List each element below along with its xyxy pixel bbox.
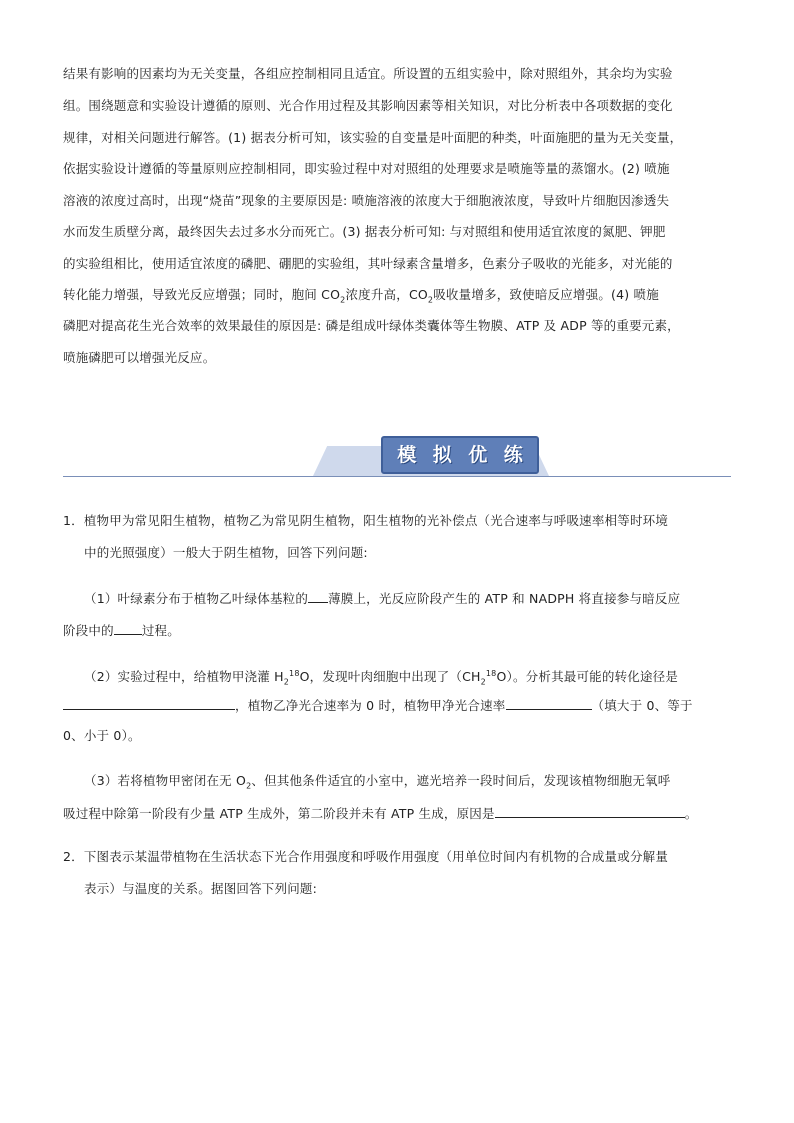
analysis-line: 规律，对相关问题进行解答。(1) 据表分析可知，该实验的自变量是叶面肥的种类，叶面施肥的量为无关变量，: [63, 130, 683, 145]
text-span: ，植物乙净光合速率为 0 时，植物甲净光合速率: [235, 698, 506, 713]
sub-question-2-cont: [63, 697, 693, 714]
text-span: 吸过程中除第一阶段有少量 ATP 生成外，第二阶段并未有 ATP 生成，原因是: [63, 806, 495, 821]
banner-char: 练: [503, 444, 523, 466]
banner-title-box: [381, 436, 539, 474]
sub-question-2: [84, 666, 678, 691]
subscript: 2: [283, 677, 290, 687]
answer-blank[interactable]: [63, 697, 235, 710]
question-stem: [63, 513, 668, 529]
banner-char: 模: [397, 444, 417, 466]
text-span: 转化能力增强，导致光反应增强；同时，胞间 CO: [63, 287, 341, 302]
analysis-line: 磷肥对提高花生光合效率的效果最佳的原因是: 磷是组成叶绿体类囊体等生物膜、ATP 及 ADP 等的重要元素，: [63, 318, 680, 333]
text-span: 浓度升高，CO: [345, 287, 428, 302]
analysis-line: 组。围绕题意和实验设计遵循的原则、光合作用过程及其影响因素等相关知识，对比分析表中各项数据的变化: [63, 98, 673, 113]
text-span: （3）若将植物甲密闭在无 O: [84, 773, 247, 788]
analysis-line: 溶液的浓度过高时，出现“烧苗”现象的主要原因是: 喷施溶液的浓度大于细胞液浓度，导致叶片细胞因渗透失: [63, 193, 670, 208]
subscript: 2: [340, 295, 346, 305]
question-stem: 表示）与温度的关系。据图回答下列问题:: [84, 881, 318, 896]
analysis-line: 喷施磷肥可以增强光反应。: [63, 350, 216, 365]
answer-blank[interactable]: [506, 697, 592, 710]
superscript: 18: [485, 669, 497, 678]
analysis-line: 水而发生质壁分离，最终因失去过多水分而死亡。(3) 据表分析可知: 与对照组和使用适宜浓度的氮肥、钾肥: [63, 224, 666, 239]
sub-question-3-cont: [63, 805, 697, 822]
text-span: （填大于 0、等于: [591, 698, 693, 713]
text-span: 阶段中的: [63, 623, 114, 638]
text-span: 下图表示某温带植物在生活状态下光合作用强度和呼吸作用强度（用单位时间内有机物的合成量或分解量: [83, 849, 669, 864]
text-span: 、但其他条件适宜的小室中，遮光培养一段时间后，发现该植物细胞无氧呼: [251, 773, 671, 788]
banner-divider: [63, 476, 731, 477]
text-span: （1）叶绿素分布于植物乙叶绿体基粒的: [84, 591, 309, 606]
text-span: 过程。: [141, 623, 180, 638]
answer-blank[interactable]: [308, 590, 328, 603]
section-banner: [63, 432, 731, 482]
analysis-line: [63, 287, 659, 309]
text-span: O，发现叶肉细胞中出现了（CH: [299, 669, 481, 685]
banner-char: 优: [468, 444, 488, 466]
analysis-line: 的实验组相比，使用适宜浓度的磷肥、硼肥的实验组，其叶绿素含量增多，色素分子吸收的光能多，对光能的: [63, 256, 673, 271]
sub-question-1: [84, 590, 680, 607]
banner-char: 拟: [432, 444, 452, 466]
analysis-line: 结果有影响的因素均为无关变量，各组应控制相同且适宜。所设置的五组实验中，除对照组外，其余均为实验: [63, 66, 673, 81]
sub-question-2-cont: 0、小于 0）。: [63, 728, 141, 743]
sub-question-1-cont: [63, 622, 180, 639]
text-span: 。: [684, 806, 698, 821]
subscript: 2: [246, 781, 252, 791]
answer-blank[interactable]: [114, 622, 142, 635]
text-span: O）。分析其最可能的转化途径是: [496, 669, 679, 685]
sub-question-3: [84, 773, 670, 795]
text-span: 吸收量增多，致使暗反应增强。(4) 喷施: [433, 287, 659, 302]
subscript: 2: [427, 295, 434, 305]
question-number: 2．: [63, 849, 84, 864]
superscript: 18: [289, 669, 300, 678]
question-stem: [63, 849, 668, 865]
answer-blank[interactable]: [495, 805, 685, 818]
analysis-line: 依据实验设计遵循的等量原则应控制相同，即实验过程中对对照组的处理要求是喷施等量的蒸馏水。(2) 喷施: [63, 161, 670, 176]
question-number: 1．: [63, 513, 84, 528]
question-stem: 中的光照强度）一般大于阴生植物，回答下列问题:: [84, 545, 368, 560]
text-span: （2）实验过程中，给植物甲浇灌 H: [84, 669, 284, 685]
text-span: 薄膜上，光反应阶段产生的 ATP 和 NADPH 将直接参与暗反应: [328, 591, 681, 606]
subscript: 2: [480, 677, 486, 687]
text-span: 植物甲为常见阳生植物，植物乙为常见阴生植物，阳生植物的光补偿点（光合速率与呼吸速率相等时环境: [83, 513, 669, 528]
